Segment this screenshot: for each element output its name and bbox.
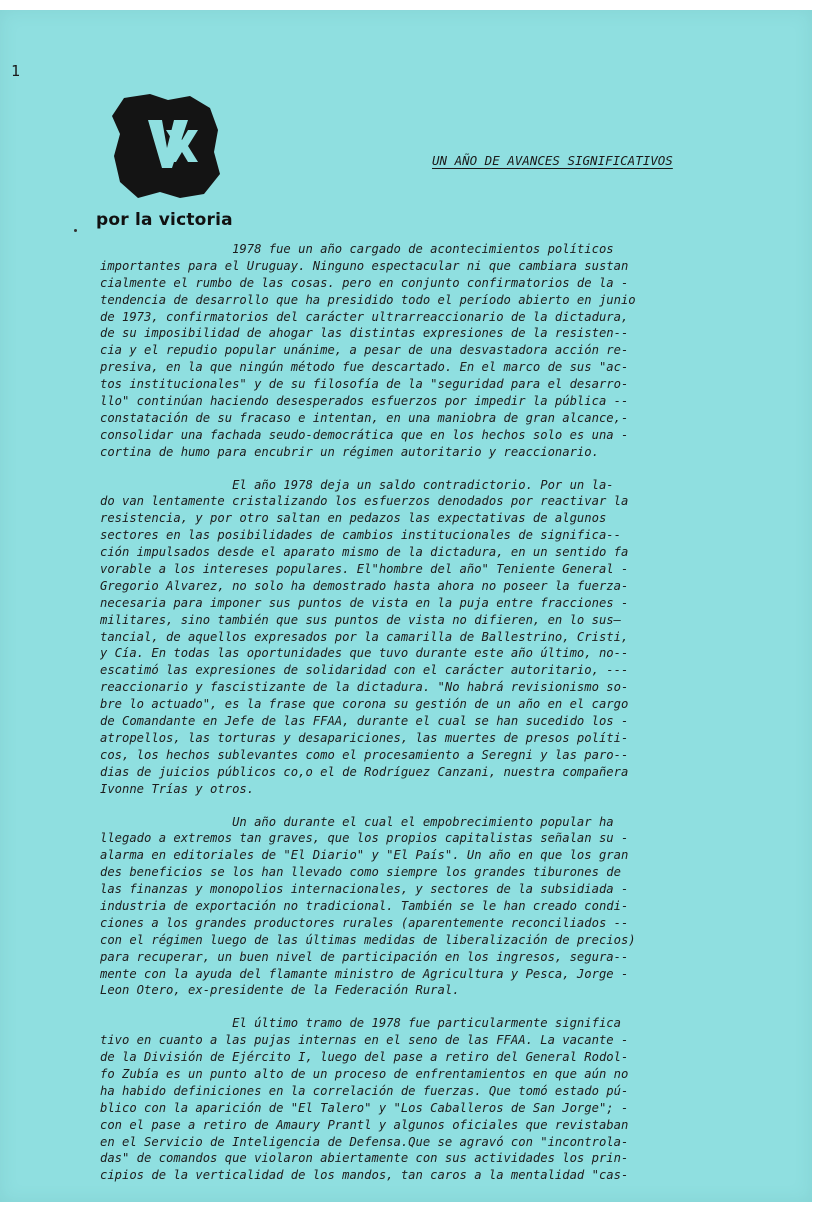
article-body (100, 241, 708, 1200)
text-line: Un año durante el cual el empobrecimiento popular ha (100, 814, 614, 829)
text-line: de 1973, confirmatorios del carácter ultrarreaccionario de la dictadura, (100, 309, 629, 324)
text-line: dias de juicios públicos co,o el de Rodríguez Canzani, nuestra compañera (100, 764, 629, 779)
text-line: tos institucionales" y de su filosofía de la "seguridad para el desarro- (100, 377, 629, 392)
text-line: industria de exportación no tradicional. También se le han creado condi- (100, 898, 629, 913)
text-line: des beneficios se los han llevado como siempre los grandes tiburones de (100, 865, 621, 880)
text-line: con el régimen luego de las últimas medidas de liberalización de precios) (100, 932, 636, 947)
paragraph (100, 1015, 708, 1184)
text-line: escatimó las expresiones de solidaridad con el carácter autoritario, --- (100, 663, 629, 678)
page-number: 1 (11, 62, 21, 80)
text-line: militares, sino también que sus puntos de vista no difieren, en lo sus— (100, 612, 621, 627)
text-line: blico con la aparición de "El Talero" y "Los Caballeros de San Jorge"; - (100, 1100, 629, 1115)
paragraph (100, 477, 708, 798)
ink-mark (74, 229, 77, 232)
text-line: resistencia, y por otro saltan en pedazos las expectativas de algunos (100, 511, 607, 526)
text-line: de su imposibilidad de ahogar las distintas expresiones de la resisten-- (100, 326, 629, 341)
text-line: das" de comandos que violaron abiertamente con sus actividades los prin- (100, 1151, 629, 1166)
text-line: El año 1978 deja un saldo contradictorio. Por un la- (100, 477, 614, 492)
text-line: importantes para el Uruguay. Ninguno espectacular ni que cambiara sustan (100, 258, 629, 273)
text-line: ciones a los grandes productores rurales (aparentemente reconciliados -- (100, 915, 629, 930)
paragraph (100, 814, 708, 1000)
text-line: tancial, de aquellos expresados por la camarilla de Ballestrino, Cristi, (100, 629, 629, 644)
text-line: 1978 fue un año cargado de acontecimientos políticos (100, 242, 614, 256)
text-line: ción impulsados desde el aparato mismo de la dictadura, en un sentido fa (100, 545, 629, 560)
text-line: tivo en cuanto a las pujas internas en el seno de las FFAA. La vacante - (100, 1033, 629, 1048)
text-line: llegado a extremos tan graves, que los propios capitalistas señalan su - (100, 831, 629, 846)
text-line: cortina de humo para encubrir un régimen autoritario y reaccionario. (100, 444, 599, 459)
text-line: presiva, en la que ningún método fue descartado. En el marco de sus "ac- (100, 360, 629, 375)
text-line: do van lentamente cristalizando los esfuerzos denodados por reactivar la (100, 494, 629, 509)
text-line: de la División de Ejército I, luego del pase a retiro del General Rodol- (100, 1050, 629, 1065)
text-line: cialmente el rumbo de las cosas. pero en conjunto confirmatorios de la - (100, 275, 629, 290)
text-line: Gregorio Alvarez, no solo ha demostrado hasta ahora no poseer la fuerza- (100, 578, 629, 593)
text-line: alarma en editoriales de "El Diario" y "El País". Un año en que los gran (100, 848, 629, 863)
text-line: vorable a los intereses populares. El"hombre del año" Teniente General - (100, 562, 629, 577)
text-line: tendencia de desarrollo que ha presidido todo el período abierto en junio (100, 292, 636, 307)
text-line: en el Servicio de Inteligencia de Defensa.Que se agravó con "incontrola- (100, 1134, 629, 1149)
logo-caption: por la victoria (96, 210, 233, 230)
text-line: cos, los hechos sublevantes como el procesamiento a Seregni y las paro-- (100, 747, 629, 762)
document-title: UN AÑO DE AVANCES SIGNIFICATIVOS (432, 153, 673, 168)
text-line: de Comandante en Jefe de las FFAA, durante el cual se han sucedido los - (100, 714, 629, 729)
paragraph (100, 241, 708, 461)
text-line: Leon Otero, ex-presidente de la Federación Rural. (100, 983, 460, 998)
text-line: para recuperar, un buen nivel de participación en los ingresos, segura-- (100, 949, 629, 964)
text-line: El último tramo de 1978 fue particularmente significa (100, 1016, 621, 1031)
text-line: y Cía. En todas las oportunidades que tuvo durante este año último, no-- (100, 646, 629, 661)
text-line: cipios de la verticalidad de los mandos, tan caros a la mentalidad "cas- (100, 1168, 629, 1183)
text-line: atropellos, las torturas y desapariciones, las muertes de presos políti- (100, 730, 629, 745)
text-line: bre lo actuado", es la frase que corona su gestión de un año en el cargo (100, 697, 629, 712)
text-line: necesaria para imponer sus puntos de vista en la puja entre fracciones - (100, 595, 629, 610)
text-line: constatación de su fracaso e intentan, en una maniobra de gran alcance,- (100, 410, 629, 425)
text-line: reaccionario y fascistizante de la dictadura. "No habrá revisionismo so- (100, 680, 629, 695)
text-line: ha habido definiciones en la correlación de fuerzas. Que tomó estado pú- (100, 1083, 629, 1098)
text-line: mente con la ayuda del flamante ministro de Agricultura y Pesca, Jorge - (100, 966, 629, 981)
text-line: Ivonne Trías y otros. (100, 781, 255, 796)
text-line: consolidar una fachada seudo-democrática que en los hechos solo es una - (100, 427, 629, 442)
text-line: fo Zubía es un punto alto de un proceso de enfrentamientos en que aún no (100, 1066, 629, 1081)
text-line: con el pase a retiro de Amaury Prantl y algunos oficiales que revistaban (100, 1117, 629, 1132)
text-line: cia y el repudio popular unánime, a pesar de una desvastadora acción re- (100, 343, 629, 358)
por-la-victoria-logo-icon (110, 90, 222, 202)
text-line: sectores en las posibilidades de cambios institucionales de significa-- (100, 528, 621, 543)
text-line: llo" continúan haciendo desesperados esfuerzos por impedir la pública -- (100, 394, 629, 409)
text-line: las finanzas y monopolios internacionales, y sectores de la subsidiada - (100, 882, 629, 897)
document-page (0, 10, 812, 1202)
